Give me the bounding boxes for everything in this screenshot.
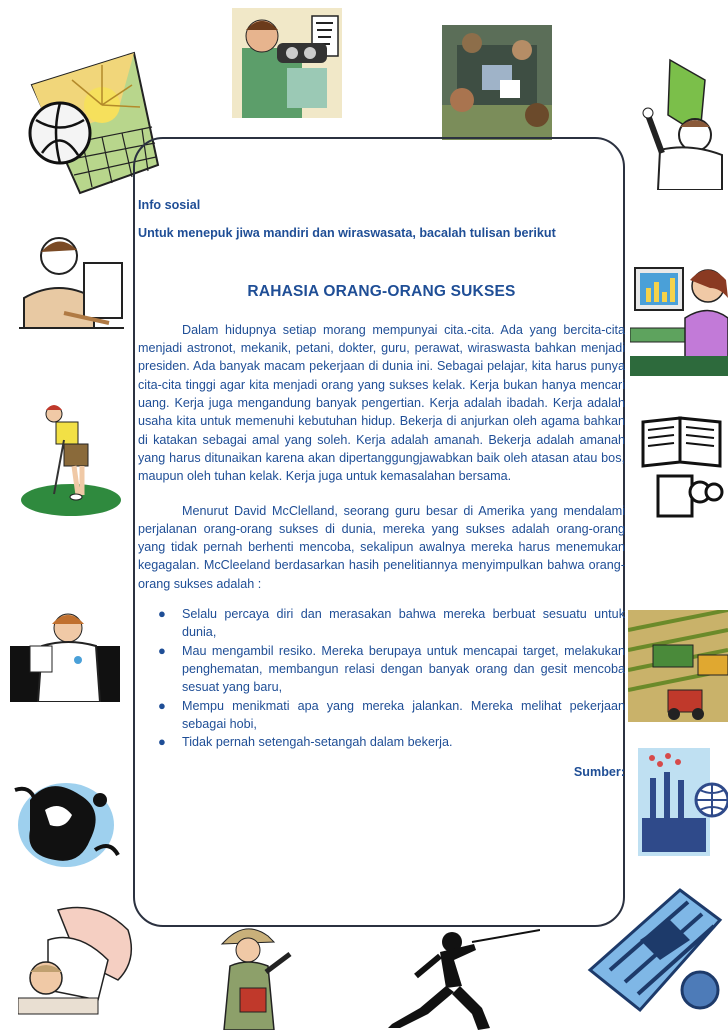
bullet-icon: ● — [158, 697, 166, 713]
source-label: Sumber: — [573, 765, 625, 780]
golfer-clipart — [20, 400, 122, 518]
fencer-clipart — [380, 928, 540, 1030]
optometrist-clipart — [232, 8, 342, 118]
man-at-desk-clipart — [14, 228, 124, 343]
article-title: RAHASIA ORANG-ORANG SUKSES — [247, 282, 516, 300]
intro-text: Untuk menepuk jiwa mandiri dan wiraswasata, bacalah tulisan berikut — [138, 226, 556, 241]
section-label: Info sosial — [138, 198, 201, 212]
paragraph-1: Dalam hidupnya setiap morang mempunyai cita.-cita. Ada yang bercita-cita menjadi astronot, mekanik, petani, dokter, guru, perawat, wiraswasta bahkan menjadi presiden. Ada banyak macam pekerjaan di dunia ini. Sebagai pelajar, kita harus punya cita-cita tinggi agar kita menjadi orang yang sukses kelak. Kerja bukan hanya mencari uang. Kerja juga mengandung banyak pengertian. Kerja adalah ibadah. Kerja adalah usaha kita untuk memenuhi kebutuhan hidup. Bekerja di anjurkan oleh agama bahkan di katakan sebagai amal yang soleh. Kerja adalah amanah. Bekerja adalah amanah yang harus ditunaikan karena akan dipertanggungjawabkan baik oleh atasan atau bos, maupun oleh tuhan kelak. Kerja juga untuk kemasalahan bersama. — [138, 322, 625, 484]
office-workers-clipart — [442, 25, 552, 140]
woman-at-computer-clipart — [630, 258, 728, 376]
bullet-icon: ● — [158, 606, 166, 622]
book-clipart — [638, 412, 728, 520]
paragraph-2: Menurut David McClelland, seorang guru besar di Amerika yang mendalami perjalanan orang-orang sukses di dunia, mereka yang sukses adalah orang-orang yang tidak pernah berhenti mencoba, sekalipun awalnya mereka harus menemukan kegagalan. McCleeland berdasarkan hasih penelitiannya menyimpulkan bahwa orang-orang sukses adalah : — [138, 503, 625, 591]
article — [138, 196, 625, 782]
explorer-clipart — [218, 918, 298, 1030]
nurse-clipart — [10, 606, 122, 702]
musician-clipart — [10, 770, 122, 875]
success-traits-list — [138, 605, 625, 751]
factory-globe-clipart — [638, 748, 728, 856]
bullet-icon: ● — [158, 734, 166, 750]
list-item: ● Mempu menikmati apa yang mereka jalankan. Mereka melihat pekerjaan sebagai hobi, — [158, 697, 625, 731]
farm-tractor-clipart — [628, 610, 728, 722]
bullet-icon: ● — [158, 642, 166, 658]
patient-clipart — [18, 900, 138, 1020]
list-item: ● Selalu percaya diri dan merasakan bahwa mereka berbuat sesuatu untuk dunia, — [158, 606, 625, 640]
list-item: ● Tidak pernah setengah-setangah dalam bekerja. — [138, 733, 625, 751]
list-item: ● Mau mengambil resiko. Mereka berupaya untuk mencapai target, melakukan penghematan, membangun relasi dengan banyak orang dan gesit mencoba sesuat yang baru, — [158, 642, 625, 695]
presenter-clipart — [640, 55, 728, 190]
